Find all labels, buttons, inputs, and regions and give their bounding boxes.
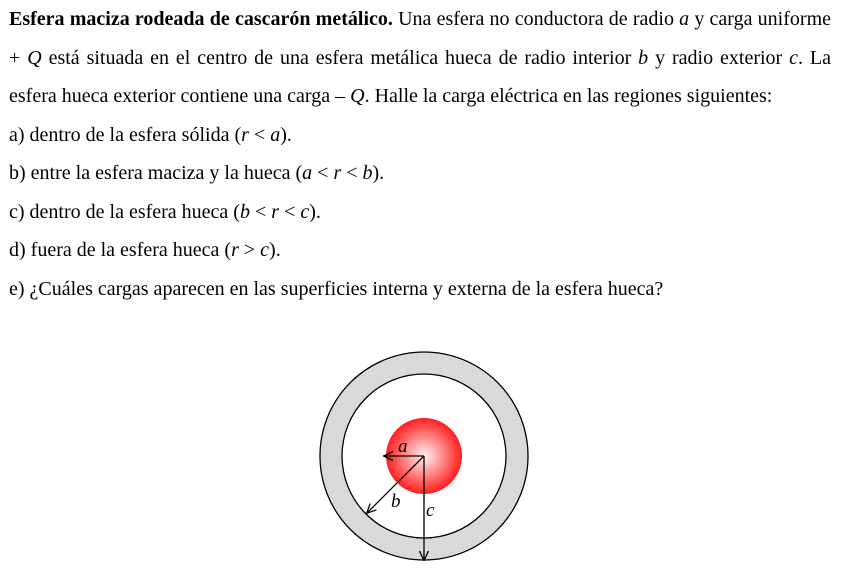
label-a: a: [398, 436, 408, 457]
question-text: ).: [269, 239, 281, 261]
statement-text: Una esfera no conductora de radio: [392, 8, 680, 30]
sphere-shell-figure: [312, 350, 536, 570]
question-b: [9, 154, 831, 193]
question-text: d) fuera de la esfera hueca (: [9, 239, 232, 261]
symbol-b: b: [239, 200, 250, 223]
symbol-c: c: [789, 46, 798, 69]
symbol-r: r: [271, 200, 280, 223]
symbol-b: b: [362, 162, 373, 184]
symbol-q: Q: [27, 46, 42, 69]
symbol-a: a: [302, 162, 313, 184]
statement-text: y carga uniforme +: [9, 8, 831, 69]
question-text: b) entre la esfera maciza y la hueca (: [9, 162, 303, 184]
symbol-r: r: [241, 123, 249, 146]
problem-title: Esfera maciza rodeada de cascarón metálico.: [9, 8, 393, 30]
statement-text: . Halle la carga eléctrica en las regiones siguientes:: [364, 85, 773, 107]
statement-text: está situada en el centro de una esfera metálica hueca de radio interior: [41, 46, 639, 69]
question-text: e) ¿Cuáles cargas aparecen en las superficies interna y externa de la esfera hueca?: [9, 277, 664, 300]
operator: >: [238, 239, 261, 261]
symbol-r: r: [333, 162, 342, 184]
problem-text: [9, 0, 831, 308]
symbol-a: a: [270, 123, 281, 146]
label-b: b: [391, 491, 401, 512]
symbol-q: Q: [350, 85, 365, 107]
operator: <: [312, 162, 334, 184]
symbol-a: a: [679, 8, 690, 30]
question-text: ).: [372, 162, 385, 184]
problem-statement: [9, 0, 831, 116]
operator: <: [279, 200, 301, 223]
symbol-c: c: [300, 200, 310, 223]
label-c: c: [426, 500, 435, 521]
question-c: [9, 193, 831, 232]
question-e: [9, 270, 831, 309]
question-text: ).: [309, 200, 321, 223]
question-text: a) dentro de la esfera sólida (: [9, 123, 242, 146]
sphere-shell-diagram: [312, 350, 536, 570]
operator: <: [341, 162, 363, 184]
symbol-c: c: [260, 239, 270, 261]
symbol-r: r: [231, 239, 239, 261]
question-text: ).: [280, 123, 292, 146]
question-text: c) dentro de la esfera hueca (: [9, 200, 240, 223]
symbol-b: b: [638, 46, 649, 69]
operator: <: [248, 123, 271, 146]
statement-text: y radio exterior: [648, 46, 790, 69]
question-d: [9, 231, 831, 270]
statement-text: . La esfera hueca exterior contiene una carga –: [9, 46, 832, 107]
operator: <: [249, 200, 272, 223]
question-a: [9, 116, 831, 155]
